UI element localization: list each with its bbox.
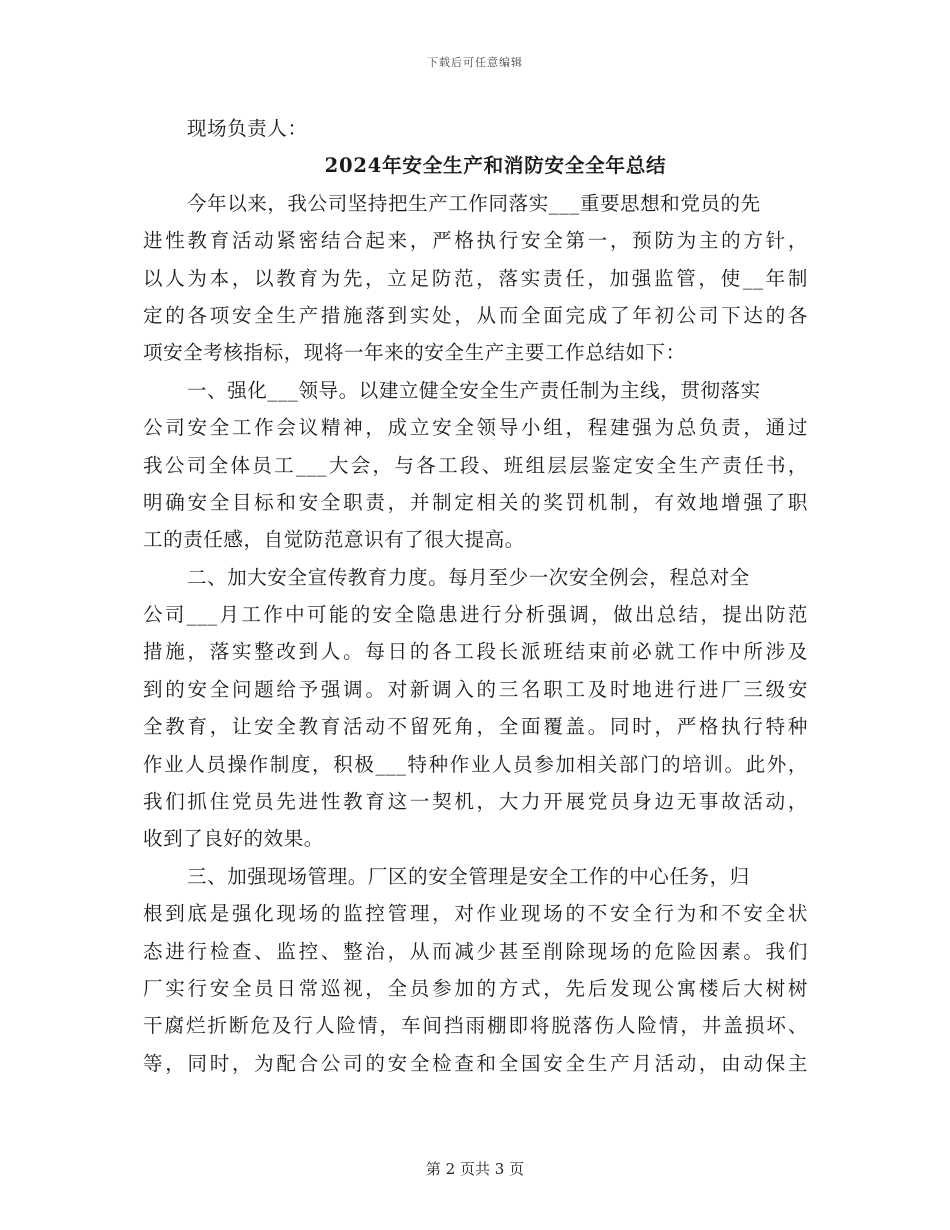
paragraph-line: 定的各项安全生产措施落到实处，从而全面完成了年初公司下达的各 [143, 303, 808, 327]
paragraph-line: 等，同时，为配合公司的安全检查和全国安全生产月活动，由动保主 [143, 1051, 808, 1075]
paragraph-line: 作业人员操作制度，积极___特种作业人员参加相关部门的培训。此外， [143, 752, 808, 776]
paragraph-line: 以人为本，以教育为先，立足防范，落实责任，加强监管，使__年制 [143, 266, 808, 290]
paragraph-line: 项安全考核指标，现将一年来的安全生产主要工作总结如下： [143, 341, 686, 365]
paragraph-line: 根到底是强化现场的监控管理，对作业现场的不安全行为和不安全状 [143, 902, 808, 926]
paragraph-line: 到的安全问题给予强调。对新调入的三名职工及时地进行进厂三级安 [143, 677, 808, 701]
paragraph-line: 公司安全工作会议精神，成立安全领导小组，程建强为总负责，通过 [143, 416, 808, 440]
page-number: 第 2 页共 3 页 [425, 1160, 525, 1178]
document-body [143, 110, 808, 1082]
paragraph-line: 全教育，让安全教育活动不留死角，全面覆盖。同时，严格执行特种 [143, 715, 808, 739]
paragraph-line: 公司___月工作中可能的安全隐患进行分析强调，做出总结，提出防范 [143, 603, 808, 627]
paragraph-line: 工的责任感，自觉防范意识有了很大提高。 [143, 528, 525, 552]
paragraph-line: 明确安全目标和安全职责，并制定相关的奖罚机制，有效地增强了职 [143, 490, 808, 514]
paragraph-line: 态进行检查、监控、整治，从而减少甚至削除现场的危险因素。我们 [143, 939, 808, 963]
paragraph-line: 二、加大安全宣传教育力度。每月至少一次安全例会，程总对全 [187, 565, 750, 589]
paragraph-line: 我公司全体员工___大会，与各工段、班组层层鉴定安全生产责任书， [143, 453, 808, 477]
paragraph-line: 收到了良好的效果。 [143, 827, 324, 851]
paragraph-line: 三、加强现场管理。厂区的安全管理是安全工作的中心任务，归 [187, 864, 750, 888]
paragraph-line: 今年以来，我公司坚持把生产工作同落实___重要思想和党员的先 [187, 191, 761, 215]
paragraph-line: 进性教育活动紧密结合起来，严格执行安全第一，预防为主的方针， [143, 229, 808, 253]
document-title: 2024年安全生产和消防安全全年总结 [324, 154, 667, 178]
paragraph-line: 厂实行安全员日常巡视，全员参加的方式，先后发现公寓楼后大树树 [143, 976, 808, 1000]
paragraph-line: 我们抓住党员先进性教育这一契机，大力开展党员身边无事故活动， [143, 790, 808, 814]
paragraph-line: 干腐烂折断危及行人险情，车间挡雨棚即将脱落伤人险情，井盖损坏、 [143, 1014, 808, 1038]
paragraph-line: 一、强化___领导。以建立健全安全生产责任制为主线，贯彻落实 [187, 378, 761, 402]
header-note: 下载后可任意编辑 [427, 56, 523, 69]
paragraph-line: 措施，落实整改到人。每日的各工段长派班结束前必就工作中所涉及 [143, 640, 808, 664]
responsible-person-line: 现场负责人： [187, 117, 308, 140]
